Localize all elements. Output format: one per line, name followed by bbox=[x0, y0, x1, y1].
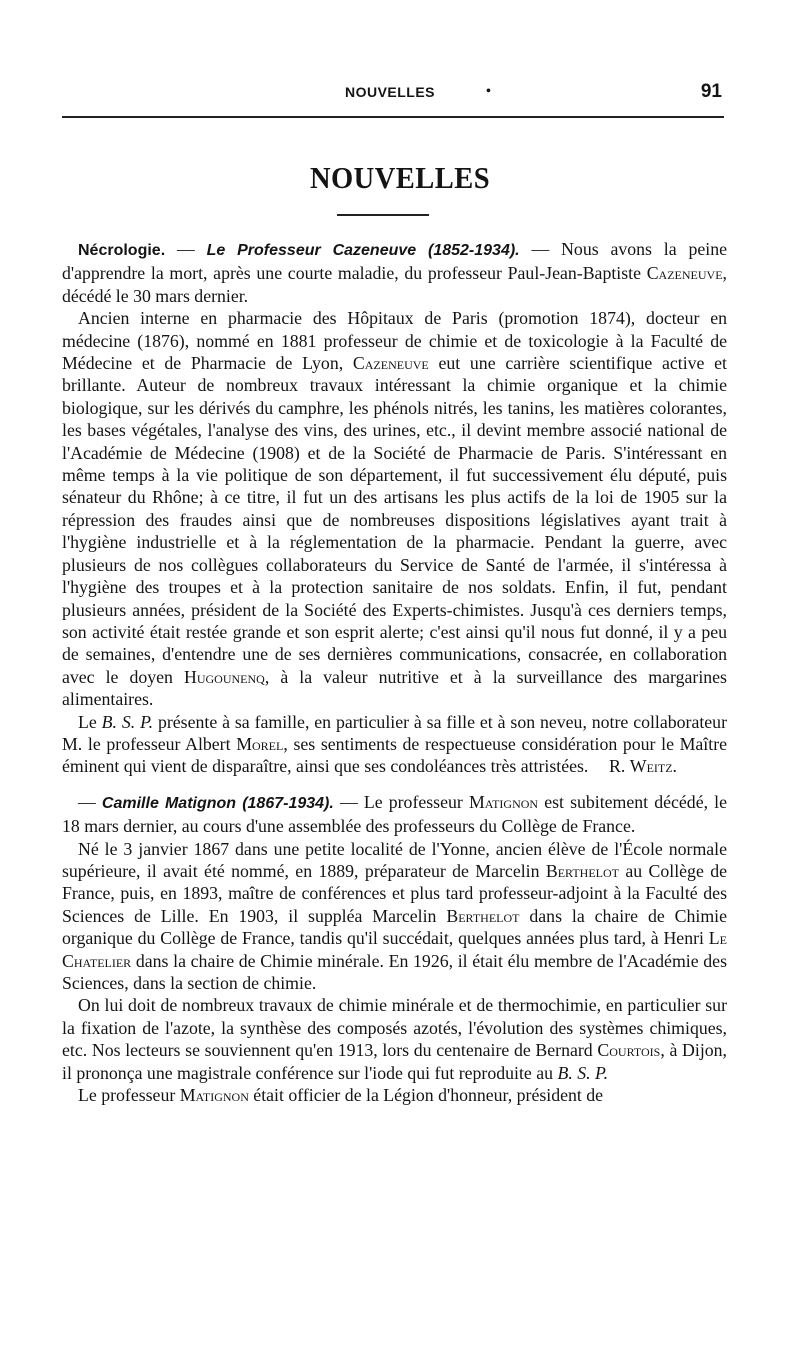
running-title: NOUVELLES bbox=[344, 84, 436, 100]
obituary-matignon-intro bbox=[62, 791, 727, 838]
honours-text-b: était officier de la Légion d'honneur, président de bbox=[248, 1085, 604, 1106]
career-text-c: dans la chaire de Chimie organique du Collège de France, tandis qu'il succédait, quelques années plus tard, à Henri bbox=[62, 905, 727, 949]
career-text-a: Ancien interne en pharmacie des Hôpitaux de Paris (promotion 1874), docteur en médecine (1876), nommé en 1881 professeur de chimie et de toxicologie à la Faculté de Médecine et de Pharmacie de Lyon, bbox=[62, 308, 727, 374]
person-name: Courtois bbox=[597, 1040, 661, 1061]
person-name: Cazeneuve bbox=[352, 353, 429, 374]
career-text-d: dans la chaire de Chimie minérale. En 1926, il était élu membre de l'Académie des Sciences, dans la section de chimie. bbox=[62, 950, 727, 993]
signature bbox=[593, 755, 677, 777]
career-text-b: au Collège de France, puis, en 1893, maître de conférences et plus tard professeur-adjoint à la Faculté des Sciences de Lille. En 1903, il suppléa Marcelin bbox=[62, 860, 727, 926]
signature-name: Weitz. bbox=[629, 756, 677, 777]
journal-abbrev: B. S. P. bbox=[101, 711, 154, 732]
section-gap bbox=[62, 778, 727, 791]
title-rule bbox=[337, 214, 429, 216]
person-name: Matignon bbox=[468, 791, 539, 812]
person-name: Le Chatelier bbox=[62, 928, 727, 971]
person-name: Berthelot bbox=[446, 905, 520, 926]
subject-heading: Le Professeur Cazeneuve bbox=[206, 242, 417, 259]
subject-dates: (1852-1934). bbox=[428, 242, 520, 259]
person-name: Hugounenq bbox=[184, 666, 265, 687]
obituary-cazeneuve-condolences bbox=[62, 711, 727, 778]
person-name: Morel bbox=[236, 733, 284, 754]
subject-heading: Camille Matignon bbox=[101, 794, 237, 812]
intro-text: — Nous avons la peine d'apprendre la mort, après une courte maladie, du professeur Paul-Jean-Baptiste bbox=[62, 239, 727, 284]
obituary-cazeneuve-intro bbox=[62, 238, 727, 307]
career-text-a: Né le 3 janvier 1867 dans une petite localité de l'Yonne, ancien élève de l'École normale supérieure, il avait été nommé, en 1889, préparateur de Marcelin bbox=[62, 838, 727, 881]
condolence-text-a: Le bbox=[78, 711, 102, 732]
subject-dates: (1867-1934). bbox=[242, 794, 334, 812]
article-body bbox=[62, 238, 727, 1106]
page-number: 91 bbox=[700, 81, 722, 102]
journal-abbrev: B. S. P. bbox=[557, 1062, 609, 1083]
dash: — bbox=[78, 791, 102, 812]
condolence-text-b: présente à sa famille, en particulier à sa fille et à son neveu, notre collaborateur M. le professeur Albert bbox=[62, 711, 727, 754]
career-text-b: eut une carrière scientifique active et brillante. Auteur de nombreux travaux intéressant la chimie organique et la chimie biologique, sur les dérivés du camphre, les phénols nitrés, les tanins, les matières colorantes, les bases végétales, l'analyse des vins, des urines, etc., il devint membre associé national de l'Académie de Médecine (1908) et de la Société de Pharmacie de Paris. S'intéressant en même temps à la vie politique de son département, il fut successivement élu député, puis sénateur du Rhône; à ce titre, il fut un des artisans les plus actifs de la loi de 1905 sur la répression des fraudes ainsi que de nombreuses dispositions législatives ayant trait à l'hygiène industrielle et à la réglementation de la pharmacie. Pendant la guerre, avec plusieurs de nos collègues collaborateurs du Service de Santé de l'armée, il s'intéressa à l'hygiène des troupes et à la protection sanitaire de nos soldats. Enfin, il fut, pendant plusieurs années, président de la Société des Experts-chimistes. Jusqu'à ces derniers temps, son activité était restée grande et son esprit alerte; c'est ainsi qu'il nous fut donné, il y a peu de semaines, d'entendre une de ses dernières communications, consacrée, en collaboration avec le doyen bbox=[62, 353, 727, 687]
condolence-text-c: , ses sentiments de respectueuse considération pour le Maître éminent qui vient de disparaître, ainsi que ses condoléances très attristées. bbox=[62, 733, 728, 777]
running-head-dot: • bbox=[486, 84, 491, 99]
signature-initial: R. bbox=[609, 756, 630, 777]
section-label: Nécrologie. bbox=[78, 242, 166, 259]
obituary-matignon-career bbox=[62, 838, 727, 995]
person-name: Cazeneuve bbox=[646, 263, 723, 284]
obituary-matignon-works bbox=[62, 994, 727, 1084]
obituary-cazeneuve-career bbox=[62, 307, 727, 710]
person-name: Matignon bbox=[179, 1085, 249, 1106]
page-title: NOUVELLES bbox=[309, 160, 491, 195]
intro-end-text: , décédé le 30 mars dernier. bbox=[62, 263, 727, 306]
career-text-c: , à la valeur nutritive et à la surveillance des margarines alimentaires. bbox=[62, 666, 727, 710]
running-head bbox=[58, 81, 722, 114]
intro-text-b: est subitement décédé, le 18 mars dernier, au cours d'une assemblée des professeurs du Collège de France. bbox=[62, 791, 727, 837]
intro-text-a: — Le professeur bbox=[333, 791, 469, 812]
person-name: Berthelot bbox=[545, 860, 619, 881]
works-text-a: On lui doit de nombreux travaux de chimie minérale et de thermochimie, en particulier sur la fixation de l'azote, la synthèse des composés azotés, l'évolution des systèmes chimiques, etc. Nos lecteurs se souviennent qu'en 1913, lors du centenaire de Bernard bbox=[62, 995, 727, 1061]
dash: — bbox=[165, 239, 207, 259]
works-text-b: , à Dijon, il prononça une magistrale conférence sur l'iode qui fut reproduite au bbox=[62, 1040, 727, 1083]
honours-text-a: Le professeur bbox=[78, 1085, 180, 1106]
obituary-matignon-honours bbox=[62, 1084, 727, 1106]
header-rule bbox=[62, 116, 724, 118]
